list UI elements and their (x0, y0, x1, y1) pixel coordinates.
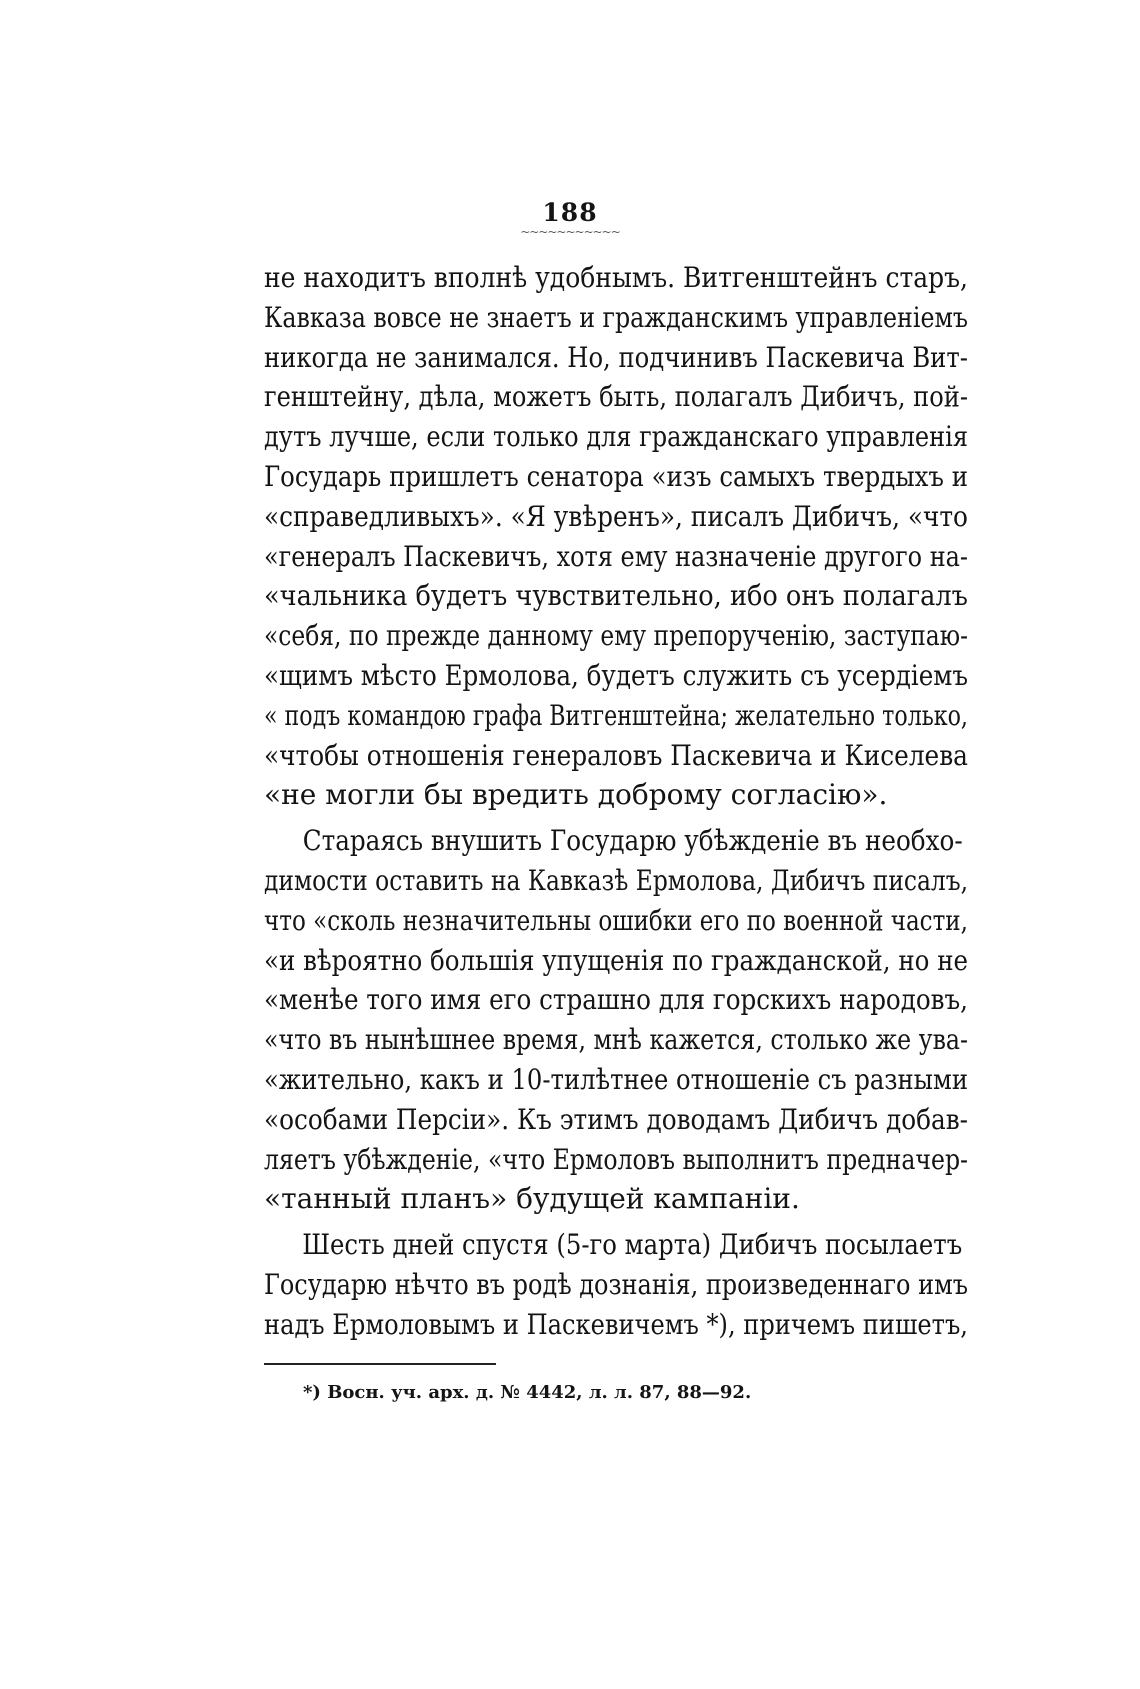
text-line: «чтобы отношенія генераловъ Паскевича и Киселева (264, 738, 968, 772)
text-line: надъ Ермоловымъ и Паскевичемъ *), причемъ пишетъ, (264, 1307, 968, 1341)
text-line: «себя, по прежде данному ему препорученію, заступаю- (264, 619, 968, 653)
text-line: «жительно, какъ и 10-тилѣтнее отношеніе съ разными (264, 1062, 968, 1096)
text-line: «не могли бы вредить доброму согласію». (264, 778, 888, 812)
text-line: генштейну, дѣла, можетъ быть, полагалъ Дибичъ, пой- (264, 380, 968, 414)
text-line: никогда не занимался. Но, подчинивъ Паскевича Вит- (264, 340, 968, 374)
text-line: не находитъ вполнѣ удобнымъ. Витгенштейнъ старъ, (264, 261, 969, 294)
text-line: «щимъ мѣсто Ермолова, будетъ служить съ усердіемъ (264, 658, 969, 692)
text-line: « подъ командою графа Витгенштейна; желательно только, (264, 698, 968, 732)
footnote-divider (264, 1363, 496, 1365)
text-line: Государь пришлетъ сенатора «изъ самыхъ твердыхъ и (264, 459, 968, 493)
page-number: 188 (542, 198, 598, 227)
text-line: Стараясь внушить Государю убѣжденіе въ необхо- (302, 824, 963, 858)
text-line: Шесть дней спустя (5-го марта) Дибичъ посылаетъ (302, 1228, 963, 1262)
text-line: «особами Персіи». Къ этимъ доводамъ Дибичъ добав- (264, 1102, 969, 1136)
text-line: «справедливыхъ». «Я увѣренъ», писалъ Дибичъ, «что (264, 499, 968, 533)
text-line: дутъ лучше, если только для гражданскаго управленія (264, 420, 968, 454)
text-line: что «сколь незначительны ошибки его по военной части, (264, 903, 968, 937)
footnote: *) Восн. уч. арх. д. № 4442, л. л. 87, 88—92. (303, 1382, 752, 1403)
text-line: «и вѣроятно большія упущенія по гражданской, но не (264, 943, 969, 977)
text-line: «что въ нынѣшнее время, мнѣ кажется, столько же ува- (264, 1023, 969, 1057)
text-line: Кавказа вовсе не знаетъ и гражданскимъ управленіемъ (264, 300, 969, 334)
text-line: «менѣе того имя его страшно для горскихъ народовъ, (264, 983, 968, 1017)
text-line: димости оставить на Кавказѣ Ермолова, Дибичъ писалъ, (264, 863, 969, 897)
page-number-ornament: ~~~~~~~~~~~ (520, 225, 620, 239)
text-line: «танный планъ» будущей кампаніи. (264, 1182, 800, 1216)
text-line: «генералъ Паскевичъ, хотя ему назначеніе другого на- (264, 539, 969, 573)
text-line: Государю нѣчто въ родѣ дознанія, произведеннаго имъ (264, 1267, 968, 1301)
body-text (264, 258, 968, 1345)
text-line: «чальника будетъ чувствительно, ибо онъ полагалъ (264, 579, 968, 613)
text-line: ляетъ убѣжденіе, «что Ермоловъ выполнитъ предначер- (264, 1142, 969, 1176)
